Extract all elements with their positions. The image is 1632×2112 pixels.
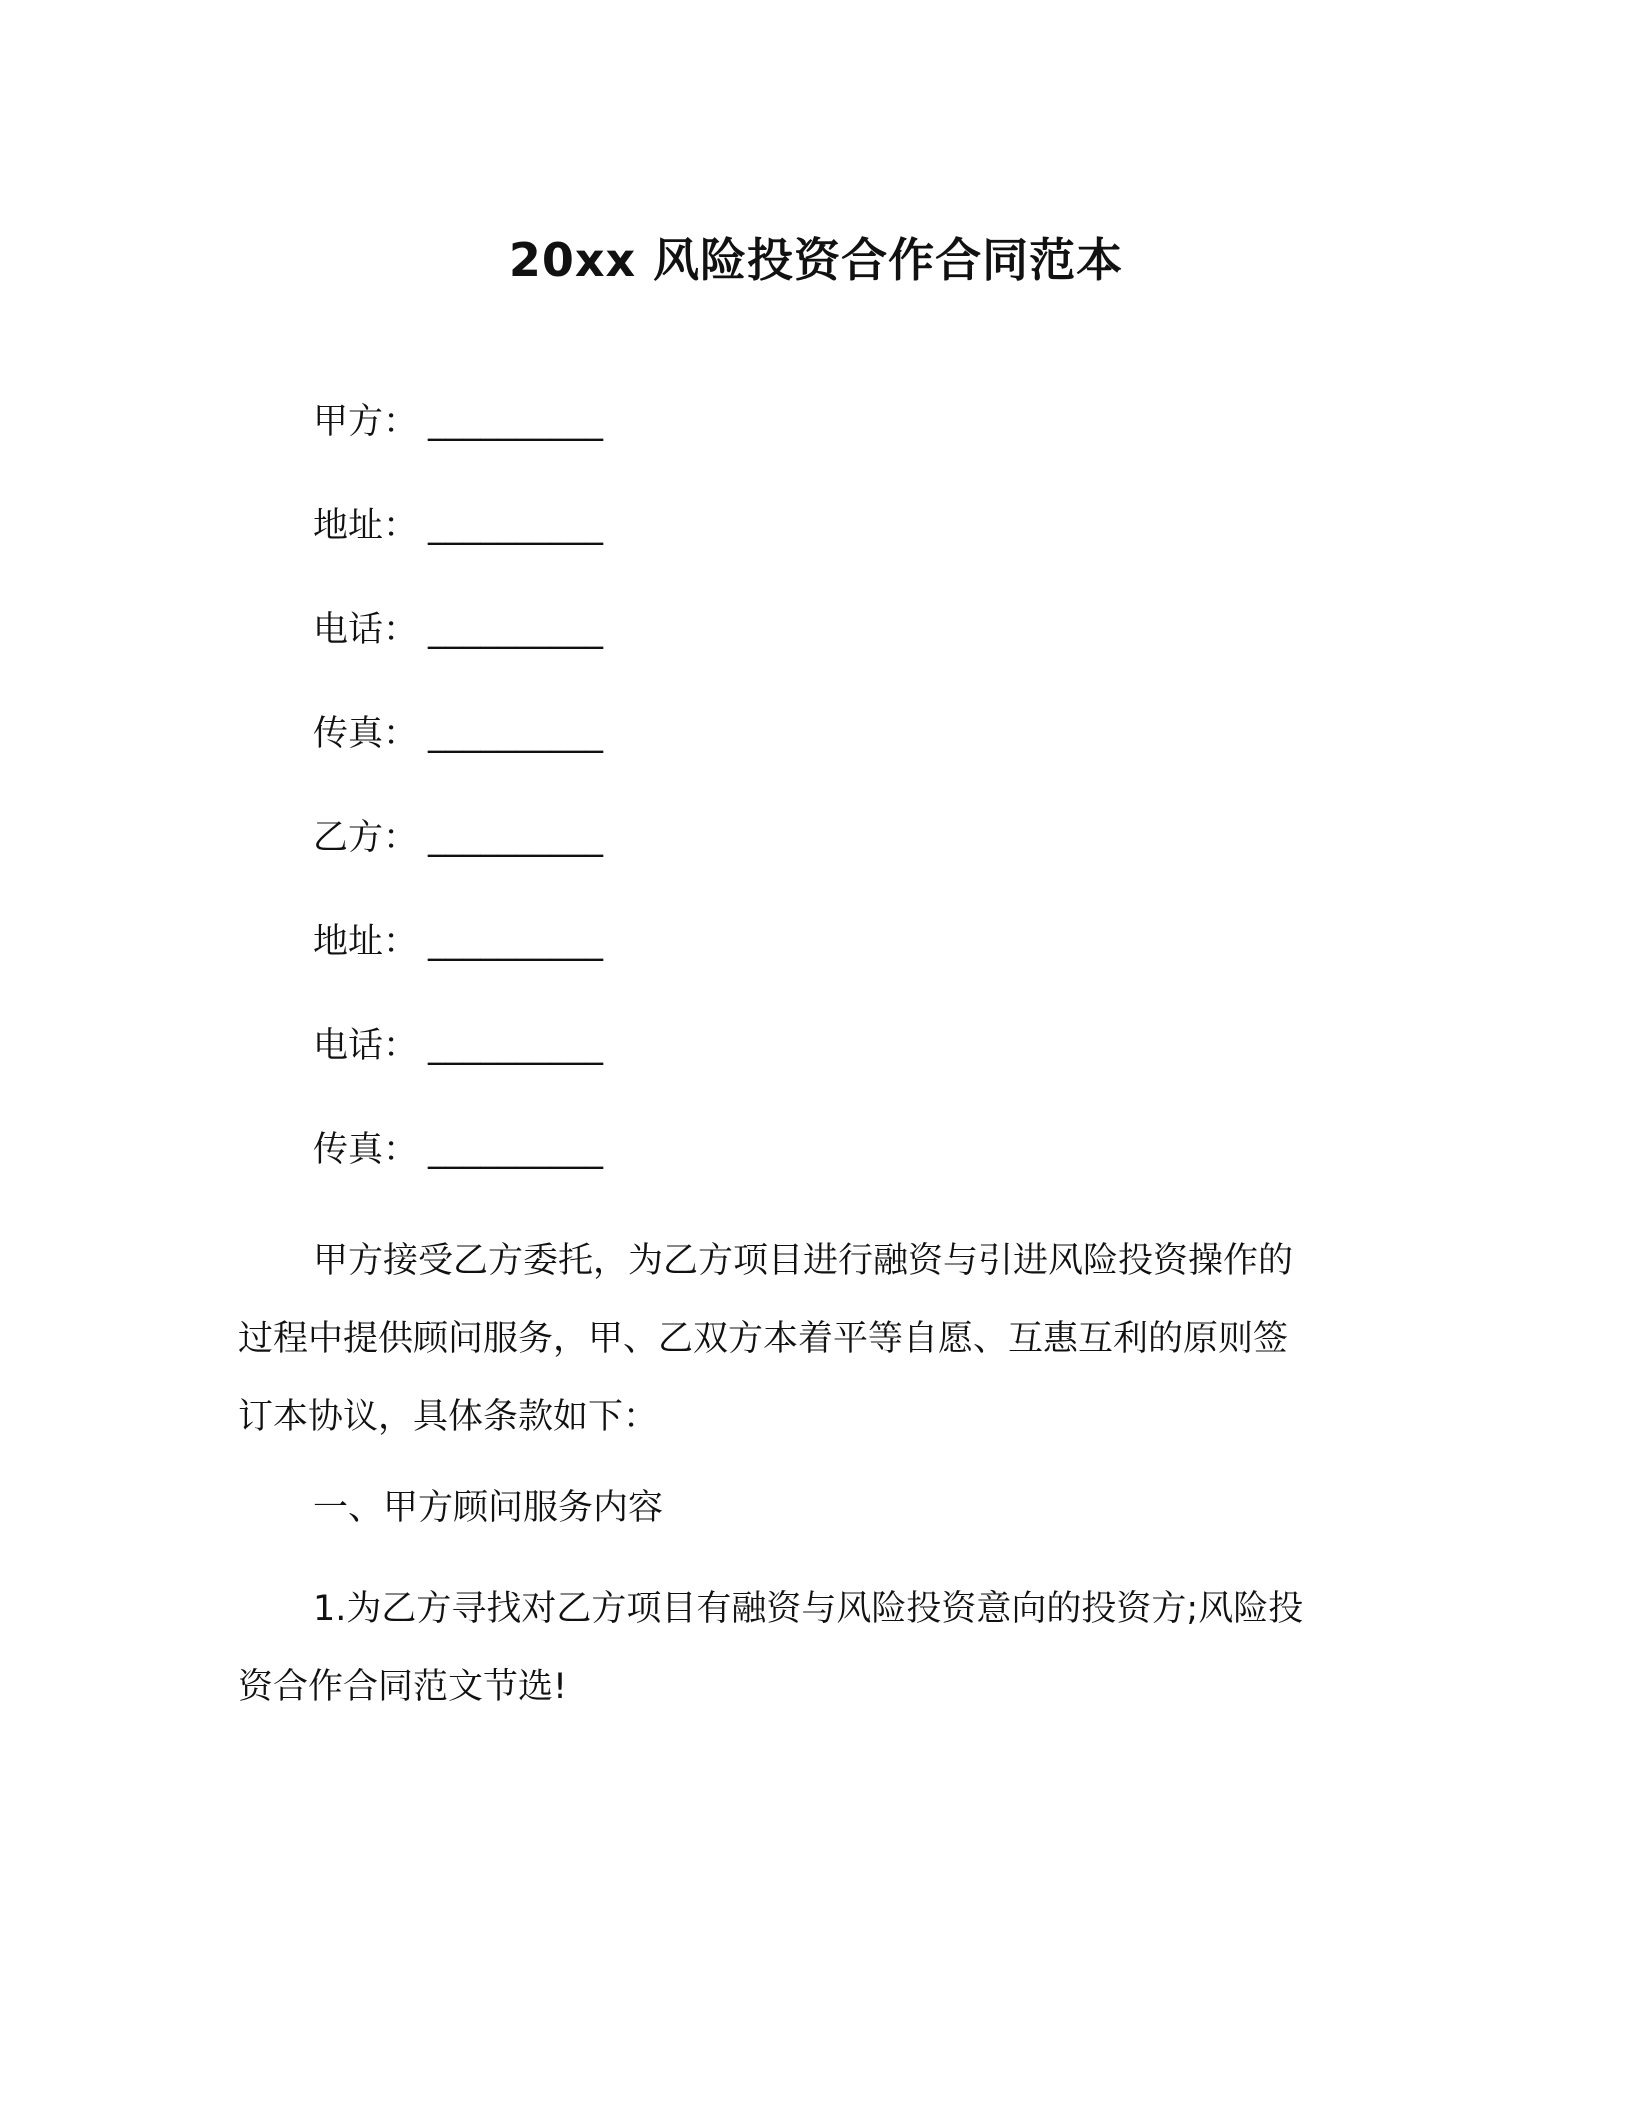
field-label: 甲方： <box>313 402 419 442</box>
clause-line: 资合作合同范文节选! <box>238 1667 568 1707</box>
field-label: 电话： <box>313 610 419 650</box>
intro-line: 甲方接受乙方委托，为乙方项目进行融资与引进风险投资操作的 <box>313 1241 1294 1281</box>
party-a-phone-field <box>313 600 1313 704</box>
intro-line: 订本协议，具体条款如下： <box>238 1397 659 1437</box>
intro-paragraph <box>238 1222 1358 1456</box>
party-b-phone-field <box>313 1016 1313 1120</box>
field-blank: __________ <box>428 1026 604 1066</box>
field-blank: __________ <box>428 818 604 858</box>
field-label: 传真： <box>313 1130 419 1170</box>
party-a-address-field <box>313 496 1313 600</box>
field-blank: __________ <box>428 402 604 442</box>
document-title: 20xx 风险投资合作合同范本 <box>508 233 1124 287</box>
field-blank: __________ <box>428 610 604 650</box>
field-blank: __________ <box>428 922 604 962</box>
party-fields <box>313 392 1313 1224</box>
field-label: 传真： <box>313 714 419 754</box>
party-b-fax-field <box>313 1120 1313 1224</box>
field-label: 乙方： <box>313 818 419 858</box>
party-b-name-field <box>313 808 1313 912</box>
intro-line: 过程中提供顾问服务，甲、乙双方本着平等自愿、互惠互利的原则签 <box>238 1319 1289 1359</box>
party-a-fax-field <box>313 704 1313 808</box>
party-a-name-field <box>313 392 1313 496</box>
field-label: 地址： <box>313 506 419 546</box>
section-heading: 一、甲方顾问服务内容 <box>313 1488 664 1528</box>
field-blank: __________ <box>428 714 604 754</box>
field-blank: __________ <box>428 506 604 546</box>
clause-item <box>238 1570 1368 1726</box>
field-label: 电话： <box>313 1026 419 1066</box>
field-label: 地址： <box>313 922 419 962</box>
party-b-address-field <box>313 912 1313 1016</box>
clause-line: 1.为乙方寻找对乙方项目有融资与风险投资意向的投资方;风险投 <box>313 1589 1304 1629</box>
field-blank: __________ <box>428 1130 604 1170</box>
